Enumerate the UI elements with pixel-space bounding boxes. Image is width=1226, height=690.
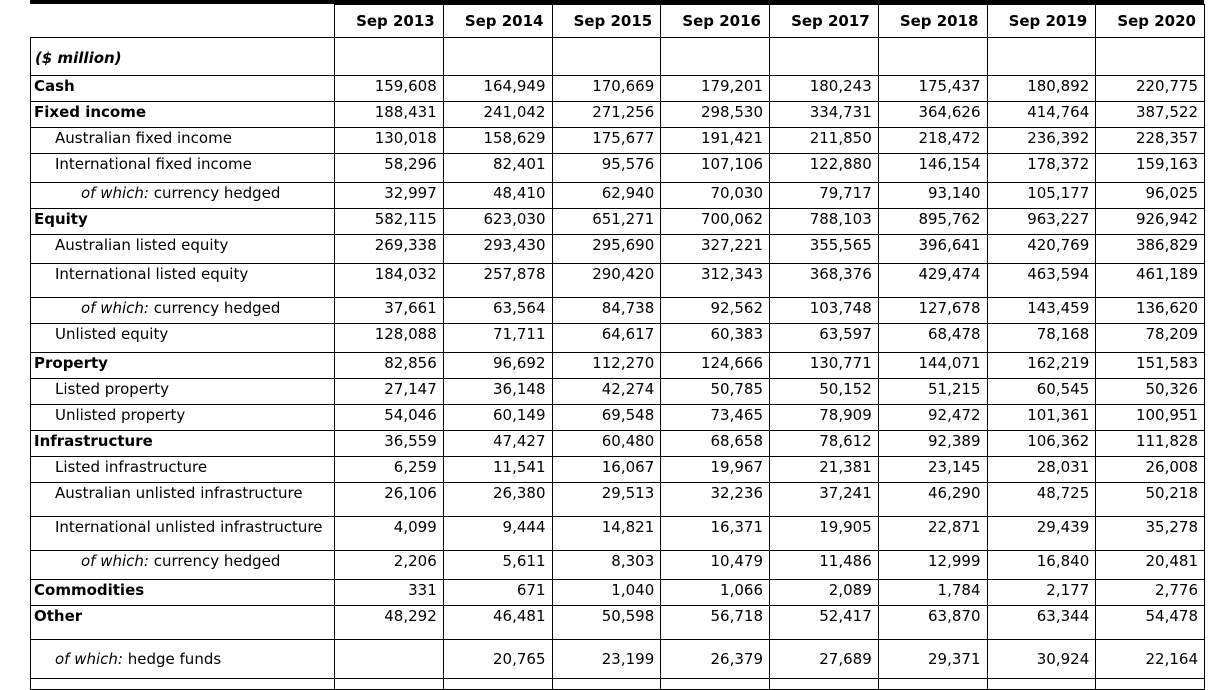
table-cell: 95,576 xyxy=(552,154,661,183)
table-cell: 312,343 xyxy=(661,264,770,298)
table-cell: 64,617 xyxy=(552,324,661,353)
row-label-text: Listed property xyxy=(55,380,169,398)
table-row xyxy=(31,102,1205,128)
table-cell: 20,765 xyxy=(443,640,552,679)
table-cell: 2,089 xyxy=(770,580,879,606)
table-cell: 179,201 xyxy=(661,76,770,102)
table-cell: 63,564 xyxy=(443,298,552,324)
table-cell: 79,717 xyxy=(770,183,879,209)
table-cell: 175,677 xyxy=(552,128,661,154)
column-header: Sep 2013 xyxy=(335,5,444,38)
table-cell: 96,692 xyxy=(443,353,552,379)
unit-row xyxy=(31,38,1205,76)
table-cell: 271,256 xyxy=(552,102,661,128)
table-cell: 82,401 xyxy=(443,154,552,183)
table-row xyxy=(31,606,1205,640)
table-cell: 69,548 xyxy=(552,405,661,431)
table-row xyxy=(31,128,1205,154)
row-label-text: currency hedged xyxy=(148,299,281,317)
table-cell: 651,271 xyxy=(552,209,661,235)
table-cell: 29,439 xyxy=(987,517,1096,551)
table-cell: 386,829 xyxy=(1096,235,1205,264)
table-cell: 128,088 xyxy=(335,324,444,353)
table-row xyxy=(31,324,1205,353)
row-label-text: International unlisted infrastructure xyxy=(55,518,323,536)
table-cell: 48,725 xyxy=(987,483,1096,517)
table-cell: 54,046 xyxy=(335,405,444,431)
table-cell: 178,372 xyxy=(987,154,1096,183)
table-row xyxy=(31,353,1205,379)
table-cell: 124,666 xyxy=(661,353,770,379)
row-label-prefix: of which: xyxy=(55,649,123,668)
table-cell: 50,218 xyxy=(1096,483,1205,517)
table-cell: 84,738 xyxy=(552,298,661,324)
table-cell: 68,478 xyxy=(878,324,987,353)
table-cell: 106,362 xyxy=(987,431,1096,457)
row-label-prefix: of which: xyxy=(81,299,149,317)
table-cell: 63,870 xyxy=(878,606,987,640)
table-cell: 48,410 xyxy=(443,183,552,209)
table-cell: 23,199 xyxy=(552,640,661,679)
table-cell: 60,480 xyxy=(552,431,661,457)
table-cell: 364,626 xyxy=(878,102,987,128)
table-cell: 144,071 xyxy=(878,353,987,379)
table-cell: 9,444 xyxy=(443,517,552,551)
table-cell: 623,030 xyxy=(443,209,552,235)
table-cell: 50,152 xyxy=(770,379,879,405)
table-cell: 29,513 xyxy=(552,483,661,517)
table-cell: 2,776 xyxy=(1096,580,1205,606)
column-header: Sep 2015 xyxy=(552,5,661,38)
table-cell: 700,062 xyxy=(661,209,770,235)
funds-table-container xyxy=(30,0,1204,690)
table-cell: 127,678 xyxy=(878,298,987,324)
table-cell: 164,949 xyxy=(443,76,552,102)
table-cell: 16,371 xyxy=(661,517,770,551)
table-cell: 112,270 xyxy=(552,353,661,379)
table-row xyxy=(31,431,1205,457)
row-label-text: Australian listed equity xyxy=(55,236,229,254)
column-header: Sep 2014 xyxy=(443,5,552,38)
row-label xyxy=(31,457,335,483)
row-label xyxy=(31,324,335,353)
table-cell: 48,292 xyxy=(335,606,444,640)
table-cell: 30,924 xyxy=(987,640,1096,679)
table-cell: 32,997 xyxy=(335,183,444,209)
table-row xyxy=(31,580,1205,606)
table-row xyxy=(31,517,1205,551)
table-cell: 103,748 xyxy=(770,298,879,324)
table-cell: 78,909 xyxy=(770,405,879,431)
table-cell: 130,771 xyxy=(770,353,879,379)
table-cell: 107,106 xyxy=(661,154,770,183)
table-cell: 36,559 xyxy=(335,431,444,457)
table-cell: 35,278 xyxy=(1096,517,1205,551)
table-cell: 92,562 xyxy=(661,298,770,324)
table-cell: 11,541 xyxy=(443,457,552,483)
table-row xyxy=(31,235,1205,264)
table-cell: 926,942 xyxy=(1096,209,1205,235)
table-cell: 414,764 xyxy=(987,102,1096,128)
table-cell: 16,067 xyxy=(552,457,661,483)
table-cell: 429,474 xyxy=(878,264,987,298)
table-row xyxy=(31,154,1205,183)
table-cell: 78,612 xyxy=(770,431,879,457)
table-cell: 191,421 xyxy=(661,128,770,154)
row-label-text: Australian unlisted infrastructure xyxy=(55,484,303,502)
table-cell: 327,221 xyxy=(661,235,770,264)
table-cell: 10,479 xyxy=(661,551,770,580)
row-label-text: hedge funds xyxy=(122,649,222,668)
table-cell: 23,145 xyxy=(878,457,987,483)
table-row xyxy=(31,457,1205,483)
table-cell: 211,850 xyxy=(770,128,879,154)
table-cell: 12,999 xyxy=(878,551,987,580)
row-label xyxy=(31,154,335,183)
table-cell: 52,417 xyxy=(770,606,879,640)
row-label-text: Unlisted equity xyxy=(55,325,169,343)
table-cell: 11,486 xyxy=(770,551,879,580)
column-header: Sep 2018 xyxy=(878,5,987,38)
row-label-text: Cash xyxy=(34,77,75,95)
table-row xyxy=(31,264,1205,298)
table-cell: 20,481 xyxy=(1096,551,1205,580)
row-label-text: Australian fixed income xyxy=(55,129,232,147)
table-cell: 54,478 xyxy=(1096,606,1205,640)
table-cell: 5,611 xyxy=(443,551,552,580)
table-cell: 46,481 xyxy=(443,606,552,640)
table-cell: 26,379 xyxy=(661,640,770,679)
table-cell: 71,711 xyxy=(443,324,552,353)
table-cell: 73,465 xyxy=(661,405,770,431)
row-label-text: International fixed income xyxy=(55,155,252,173)
table-cell: 78,168 xyxy=(987,324,1096,353)
table-cell: 50,785 xyxy=(661,379,770,405)
table-cell: 180,243 xyxy=(770,76,879,102)
table-cell: 175,437 xyxy=(878,76,987,102)
table-cell: 461,189 xyxy=(1096,264,1205,298)
row-label-prefix: of which: xyxy=(81,552,149,570)
table-cell: 68,658 xyxy=(661,431,770,457)
table-cell: 105,177 xyxy=(987,183,1096,209)
table-cell: 22,871 xyxy=(878,517,987,551)
row-label xyxy=(31,102,335,128)
table-cell: 420,769 xyxy=(987,235,1096,264)
row-label xyxy=(31,128,335,154)
table-cell xyxy=(335,640,444,679)
table-row xyxy=(31,298,1205,324)
row-label xyxy=(31,353,335,379)
asset-allocation-table xyxy=(30,4,1205,690)
table-cell: 51,215 xyxy=(878,379,987,405)
table-cell: 241,042 xyxy=(443,102,552,128)
table-row xyxy=(31,551,1205,580)
table-cell: 1,066 xyxy=(661,580,770,606)
table-cell: 32,236 xyxy=(661,483,770,517)
row-label xyxy=(31,209,335,235)
row-label-text: Property xyxy=(34,354,108,372)
table-cell: 895,762 xyxy=(878,209,987,235)
row-label-text: Fixed income xyxy=(34,103,147,121)
table-cell: 93,140 xyxy=(878,183,987,209)
table-cell: 355,565 xyxy=(770,235,879,264)
table-cell: 188,431 xyxy=(335,102,444,128)
row-label xyxy=(31,580,335,606)
table-cell: 70,030 xyxy=(661,183,770,209)
row-label-text: Listed infrastructure xyxy=(55,458,208,476)
table-row xyxy=(31,483,1205,517)
table-cell: 2,177 xyxy=(987,580,1096,606)
row-label-text: Equity xyxy=(34,210,88,228)
table-cell: 19,967 xyxy=(661,457,770,483)
row-label-text: Other xyxy=(34,607,83,625)
table-cell: 60,383 xyxy=(661,324,770,353)
table-cell: 1,040 xyxy=(552,580,661,606)
table-row-partial xyxy=(31,679,1205,690)
table-cell: 26,008 xyxy=(1096,457,1205,483)
table-cell: 170,669 xyxy=(552,76,661,102)
table-cell: 14,821 xyxy=(552,517,661,551)
table-cell: 269,338 xyxy=(335,235,444,264)
table-cell: 27,147 xyxy=(335,379,444,405)
table-cell: 2,206 xyxy=(335,551,444,580)
table-cell: 387,522 xyxy=(1096,102,1205,128)
table-cell: 298,530 xyxy=(661,102,770,128)
column-header: Sep 2017 xyxy=(770,5,879,38)
table-row xyxy=(31,640,1205,679)
table-cell: 92,389 xyxy=(878,431,987,457)
table-cell: 111,828 xyxy=(1096,431,1205,457)
table-row xyxy=(31,183,1205,209)
table-row xyxy=(31,379,1205,405)
row-label xyxy=(31,235,335,264)
table-cell: 19,905 xyxy=(770,517,879,551)
table-cell: 21,381 xyxy=(770,457,879,483)
table-cell: 100,951 xyxy=(1096,405,1205,431)
row-label-text: Infrastructure xyxy=(34,432,153,450)
table-cell: 50,598 xyxy=(552,606,661,640)
row-label xyxy=(31,551,335,580)
row-label xyxy=(31,379,335,405)
table-cell: 47,427 xyxy=(443,431,552,457)
table-cell: 220,775 xyxy=(1096,76,1205,102)
table-cell: 963,227 xyxy=(987,209,1096,235)
table-cell: 122,880 xyxy=(770,154,879,183)
table-cell: 146,154 xyxy=(878,154,987,183)
table-cell: 151,583 xyxy=(1096,353,1205,379)
unit-label: ($ million) xyxy=(31,38,335,76)
table-cell: 159,608 xyxy=(335,76,444,102)
table-cell: 62,940 xyxy=(552,183,661,209)
row-label-text: currency hedged xyxy=(148,184,281,202)
table-cell: 26,380 xyxy=(443,483,552,517)
row-label-text: Commodities xyxy=(34,581,145,599)
table-cell: 228,357 xyxy=(1096,128,1205,154)
table-cell: 92,472 xyxy=(878,405,987,431)
table-cell: 162,219 xyxy=(987,353,1096,379)
table-cell: 96,025 xyxy=(1096,183,1205,209)
row-label-text: currency hedged xyxy=(148,552,281,570)
row-label-text: International listed equity xyxy=(55,265,249,283)
table-cell: 22,164 xyxy=(1096,640,1205,679)
table-cell: 331 xyxy=(335,580,444,606)
row-label xyxy=(31,483,335,517)
table-cell: 368,376 xyxy=(770,264,879,298)
table-cell: 16,840 xyxy=(987,551,1096,580)
row-label-prefix: of which: xyxy=(81,184,149,202)
row-label-text: Unlisted property xyxy=(55,406,186,424)
table-cell: 293,430 xyxy=(443,235,552,264)
table-cell: 60,545 xyxy=(987,379,1096,405)
table-cell: 37,661 xyxy=(335,298,444,324)
table-cell: 257,878 xyxy=(443,264,552,298)
row-label xyxy=(31,640,335,679)
table-cell: 788,103 xyxy=(770,209,879,235)
table-cell: 671 xyxy=(443,580,552,606)
table-cell: 58,296 xyxy=(335,154,444,183)
table-cell: 143,459 xyxy=(987,298,1096,324)
table-cell: 50,326 xyxy=(1096,379,1205,405)
table-cell: 6,259 xyxy=(335,457,444,483)
table-cell: 29,371 xyxy=(878,640,987,679)
table-cell: 218,472 xyxy=(878,128,987,154)
row-label xyxy=(31,606,335,640)
row-label xyxy=(31,405,335,431)
header-blank-cell xyxy=(31,5,335,38)
table-cell: 334,731 xyxy=(770,102,879,128)
table-cell: 36,148 xyxy=(443,379,552,405)
table-cell: 28,031 xyxy=(987,457,1096,483)
table-cell: 136,620 xyxy=(1096,298,1205,324)
column-header: Sep 2016 xyxy=(661,5,770,38)
table-cell: 63,344 xyxy=(987,606,1096,640)
table-cell: 56,718 xyxy=(661,606,770,640)
table-cell: 1,784 xyxy=(878,580,987,606)
column-header: Sep 2019 xyxy=(987,5,1096,38)
table-cell: 159,163 xyxy=(1096,154,1205,183)
header-row xyxy=(31,5,1205,38)
table-cell: 158,629 xyxy=(443,128,552,154)
table-cell: 236,392 xyxy=(987,128,1096,154)
table-cell: 396,641 xyxy=(878,235,987,264)
table-row xyxy=(31,209,1205,235)
table-cell: 37,241 xyxy=(770,483,879,517)
table-cell: 8,303 xyxy=(552,551,661,580)
row-label xyxy=(31,431,335,457)
table-cell: 463,594 xyxy=(987,264,1096,298)
table-cell: 27,689 xyxy=(770,640,879,679)
row-label xyxy=(31,298,335,324)
table-cell: 78,209 xyxy=(1096,324,1205,353)
row-label xyxy=(31,76,335,102)
table-cell: 60,149 xyxy=(443,405,552,431)
table-row xyxy=(31,76,1205,102)
table-cell: 42,274 xyxy=(552,379,661,405)
table-cell: 46,290 xyxy=(878,483,987,517)
column-header: Sep 2020 xyxy=(1096,5,1205,38)
row-label xyxy=(31,517,335,551)
table-cell: 184,032 xyxy=(335,264,444,298)
table-cell: 582,115 xyxy=(335,209,444,235)
table-cell: 180,892 xyxy=(987,76,1096,102)
row-label xyxy=(31,183,335,209)
table-cell: 130,018 xyxy=(335,128,444,154)
table-cell: 82,856 xyxy=(335,353,444,379)
table-cell: 295,690 xyxy=(552,235,661,264)
table-row xyxy=(31,405,1205,431)
table-cell: 101,361 xyxy=(987,405,1096,431)
table-cell: 4,099 xyxy=(335,517,444,551)
table-cell: 290,420 xyxy=(552,264,661,298)
table-cell: 63,597 xyxy=(770,324,879,353)
row-label xyxy=(31,264,335,298)
table-cell: 26,106 xyxy=(335,483,444,517)
